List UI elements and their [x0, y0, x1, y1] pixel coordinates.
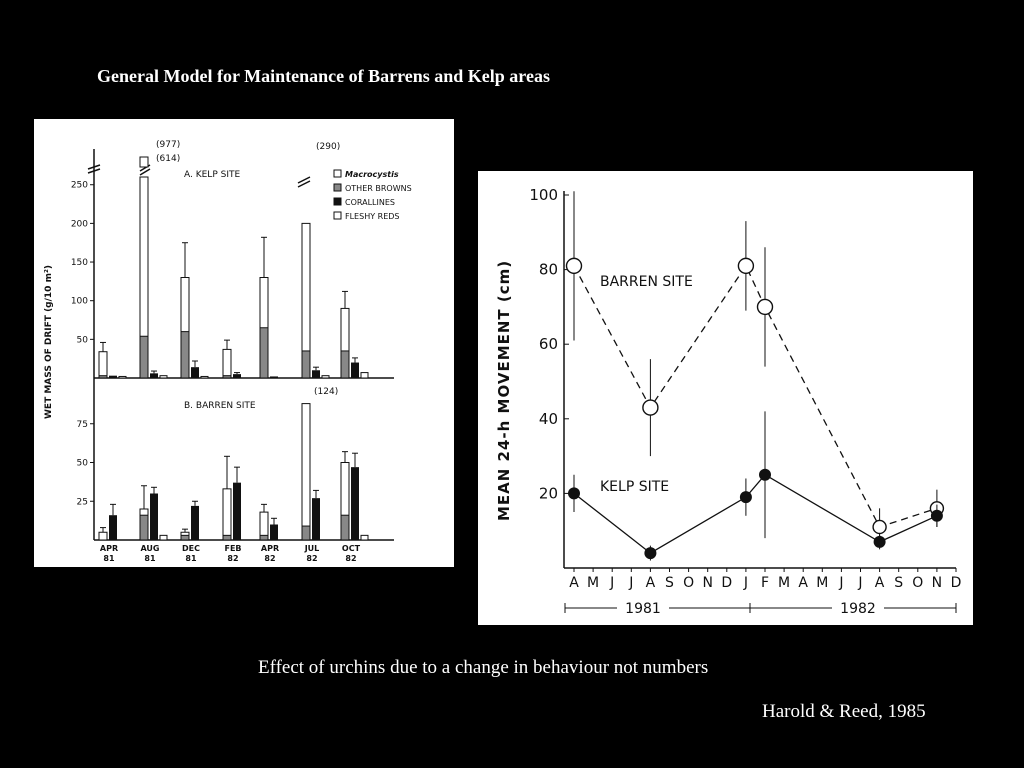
bar-fleshy-reds [322, 376, 329, 378]
bar-other-browns [302, 351, 310, 378]
data-point [643, 400, 658, 415]
data-point [873, 520, 886, 533]
year-label: 1982 [840, 601, 876, 617]
y-tick-label: 50 [76, 335, 88, 346]
data-point [644, 547, 656, 559]
legend [334, 170, 412, 221]
data-point [759, 469, 771, 481]
x-tick-label: A [569, 575, 579, 591]
legend-swatch [334, 170, 341, 177]
x-tick-label: OCT [341, 544, 361, 553]
y-tick-label: 50 [76, 458, 88, 469]
y-tick-label: 20 [538, 484, 558, 503]
bar-macrocystis-break-top [140, 157, 148, 167]
x-tick-label: FEB [224, 544, 242, 553]
x-tick-label: M [778, 575, 791, 591]
bar-corallines [270, 525, 278, 541]
x-tick-label: N [702, 575, 713, 591]
x-tick-label: M [587, 575, 600, 591]
x-tick-label: S [665, 575, 674, 591]
x-tick-label: D [950, 575, 962, 591]
series-label: KELP SITE [600, 479, 670, 495]
annotation-label: (124) [314, 387, 339, 397]
x-tick-label: A [874, 575, 885, 591]
bar-break-mark [298, 177, 310, 187]
x-tick-label: APR [99, 544, 119, 553]
x-tick-label: J [610, 575, 615, 591]
drift-mass-figure [34, 119, 454, 567]
series-label: BARREN SITE [600, 274, 693, 290]
annotation-label: (614) [156, 154, 181, 164]
year-label: 1981 [625, 601, 661, 617]
x-tick-label: 82 [345, 554, 357, 563]
bar-corallines [233, 483, 241, 540]
data-point [740, 491, 752, 503]
annotation-label: (290) [316, 142, 341, 152]
legend-swatch [334, 198, 341, 205]
y-tick-label: 200 [70, 219, 88, 230]
bar-other-browns [341, 351, 349, 378]
x-tick-label: D [721, 575, 733, 591]
x-tick-label: J [743, 575, 748, 591]
bar-fleshy-reds [361, 373, 368, 378]
y-tick-label: 150 [70, 258, 88, 269]
x-tick-label: M [816, 575, 829, 591]
legend-label: OTHER BROWNS [345, 184, 412, 193]
urchin-movement-figure [478, 171, 973, 625]
bar-other-browns [302, 526, 310, 540]
x-tick-label: AUG [140, 544, 160, 553]
bar-corallines [233, 374, 241, 378]
bar-macrocystis [223, 489, 231, 540]
bar-corallines [351, 467, 359, 540]
legend-swatch [334, 212, 341, 219]
y-tick-label: 40 [538, 409, 558, 428]
bar-other-browns [341, 515, 349, 540]
bar-other-browns [99, 376, 107, 378]
annotation-label: (977) [156, 140, 181, 150]
x-tick-label: S [894, 575, 904, 591]
bar-corallines [109, 515, 117, 540]
bar-corallines [150, 494, 158, 541]
x-tick-label: DEC [182, 544, 200, 553]
bar-fleshy-reds [160, 535, 167, 540]
x-tick-label: JUL [304, 544, 320, 553]
bar-corallines [109, 376, 117, 378]
y-tick-label: 100 [70, 296, 88, 307]
bar-other-browns [140, 515, 148, 540]
bar-macrocystis [99, 532, 107, 540]
x-tick-label: O [683, 575, 695, 591]
legend-label: FLESHY REDS [345, 212, 400, 221]
y-tick-label: 75 [76, 419, 88, 430]
y-tick-label: 25 [76, 497, 88, 508]
y-tick-label: 250 [70, 180, 88, 191]
bar-corallines [191, 367, 199, 378]
data-point [931, 510, 943, 522]
slide-title: General Model for Maintenance of Barrens and Kelp areas [97, 66, 550, 86]
x-tick-label: N [931, 575, 943, 591]
bar-other-browns [223, 376, 231, 378]
bar-corallines [270, 376, 278, 378]
bar-corallines [351, 363, 359, 378]
legend-label: Macrocystis [345, 170, 399, 179]
bar-macrocystis [99, 352, 107, 378]
bar-fleshy-reds [361, 535, 368, 540]
y-tick-label: 100 [529, 186, 558, 204]
x-tick-label: F [760, 575, 770, 591]
data-point [567, 258, 582, 273]
bar-fleshy-reds [160, 376, 167, 378]
panel-label: A. KELP SITE [184, 170, 241, 180]
x-tick-label: 82 [306, 554, 318, 563]
bar-other-browns [223, 535, 231, 540]
bar-corallines [312, 498, 320, 540]
x-tick-label: 82 [227, 554, 239, 563]
panel-label: B. BARREN SITE [184, 401, 256, 411]
bar-fleshy-reds [201, 376, 208, 378]
bar-corallines [150, 373, 158, 378]
slide-caption: Effect of urchins due to a change in behaviour not numbers [258, 657, 709, 678]
bar-other-browns [260, 535, 268, 540]
bar-other-browns [181, 535, 189, 540]
x-tick-label: J [839, 575, 844, 591]
bar-other-browns [260, 328, 268, 378]
drift-mass-bar-chart [34, 119, 454, 567]
bar-macrocystis [223, 349, 231, 378]
x-tick-label: A [645, 575, 656, 591]
y-axis-label: WET MASS OF DRIFT (g/10 m²) [44, 265, 54, 419]
bar-fleshy-reds [119, 376, 126, 378]
bar-corallines [191, 506, 199, 540]
x-tick-label: 81 [144, 554, 156, 563]
bar-other-browns [181, 332, 189, 378]
x-tick-label: A [798, 575, 808, 591]
y-tick-label: 80 [538, 260, 558, 279]
bar-other-browns [140, 336, 148, 378]
x-tick-label: APR [260, 544, 280, 553]
y-axis-label: MEAN 24-h MOVEMENT (cm) [495, 259, 513, 521]
bar-macrocystis [302, 404, 310, 540]
x-tick-label: 81 [103, 554, 115, 563]
x-tick-label: J [629, 575, 634, 591]
bar-corallines [312, 370, 320, 378]
legend-swatch [334, 184, 341, 191]
legend-label: CORALLINES [345, 198, 395, 207]
urchin-movement-line-chart [478, 171, 973, 625]
slide-citation: Harold & Reed, 1985 [762, 701, 926, 722]
x-tick-label: 81 [185, 554, 197, 563]
x-tick-label: J [858, 575, 863, 591]
data-point [874, 536, 886, 548]
x-tick-label: O [912, 575, 924, 591]
y-tick-label: 60 [538, 335, 558, 354]
data-point [758, 299, 773, 314]
data-point [568, 487, 580, 499]
data-point [738, 258, 753, 273]
x-tick-label: 82 [264, 554, 276, 563]
